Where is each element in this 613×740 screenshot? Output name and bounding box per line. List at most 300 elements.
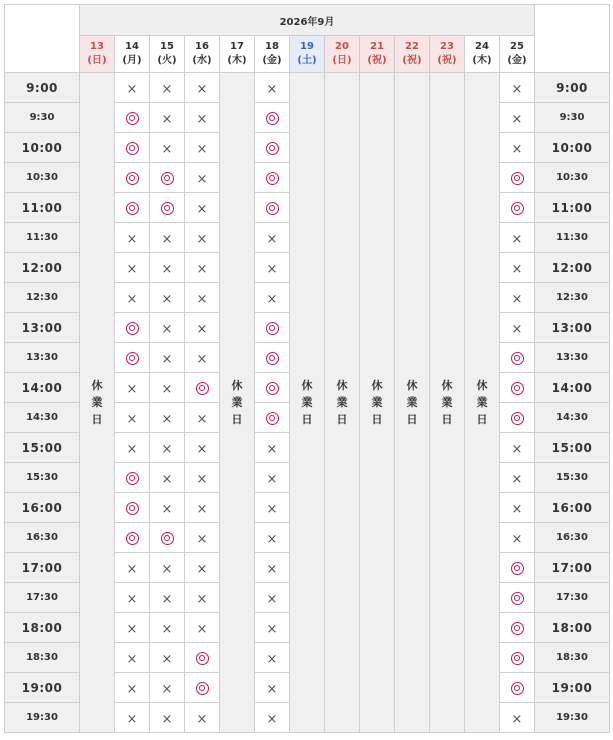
unavailable-slot xyxy=(255,73,290,103)
unavailable-slot xyxy=(255,583,290,613)
cross-icon: × xyxy=(126,412,138,427)
day-number: 19 xyxy=(300,41,314,52)
unavailable-slot xyxy=(255,523,290,553)
unavailable-slot xyxy=(185,163,220,193)
closed-day-cell xyxy=(80,73,115,733)
time-label-right: 13:30 xyxy=(535,343,610,373)
cross-icon: × xyxy=(161,442,173,457)
cross-icon: × xyxy=(196,472,208,487)
unavailable-slot xyxy=(255,643,290,673)
double-circle-icon[interactable] xyxy=(196,682,209,695)
cross-icon: × xyxy=(196,592,208,607)
double-circle-icon[interactable] xyxy=(511,652,524,665)
closed-char: 業 xyxy=(91,396,103,409)
cross-icon: × xyxy=(266,712,278,727)
cross-icon: × xyxy=(196,412,208,427)
cross-icon: × xyxy=(196,82,208,97)
day-header xyxy=(430,36,465,73)
available-slot[interactable] xyxy=(150,523,185,553)
unavailable-slot xyxy=(255,433,290,463)
closed-char: 業 xyxy=(231,396,243,409)
unavailable-slot xyxy=(185,343,220,373)
closed-day-label xyxy=(477,377,488,428)
day-of-week: (水) xyxy=(192,55,212,66)
double-circle-icon[interactable] xyxy=(511,592,524,605)
unavailable-slot xyxy=(115,703,150,733)
cross-icon: × xyxy=(266,652,278,667)
day-of-week: (日) xyxy=(332,55,352,66)
cross-icon: × xyxy=(126,682,138,697)
closed-char: 業 xyxy=(336,396,348,409)
unavailable-slot xyxy=(185,193,220,223)
time-label-right: 17:30 xyxy=(535,583,610,613)
cross-icon: × xyxy=(196,562,208,577)
time-label-right: 14:00 xyxy=(535,373,610,403)
cross-icon: × xyxy=(266,262,278,277)
unavailable-slot xyxy=(150,253,185,283)
unavailable-slot xyxy=(500,493,535,523)
unavailable-slot xyxy=(150,283,185,313)
closed-char: 日 xyxy=(441,413,453,426)
day-header xyxy=(150,36,185,73)
day-header xyxy=(395,36,430,73)
day-number: 18 xyxy=(265,41,279,52)
day-header xyxy=(325,36,360,73)
cross-icon: × xyxy=(266,682,278,697)
day-of-week: (祝) xyxy=(437,55,457,66)
cross-icon: × xyxy=(196,172,208,187)
unavailable-slot xyxy=(500,433,535,463)
cross-icon: × xyxy=(126,82,138,97)
day-header xyxy=(255,36,290,73)
time-label-right: 9:00 xyxy=(535,73,610,103)
day-of-week: (木) xyxy=(227,55,247,66)
time-label-right: 12:00 xyxy=(535,253,610,283)
time-label-right: 19:00 xyxy=(535,673,610,703)
available-slot[interactable] xyxy=(115,193,150,223)
double-circle-icon[interactable] xyxy=(266,382,279,395)
closed-char: 日 xyxy=(91,413,103,426)
available-slot[interactable] xyxy=(500,373,535,403)
available-slot[interactable] xyxy=(115,133,150,163)
cross-icon: × xyxy=(196,532,208,547)
time-label-left: 12:00 xyxy=(5,253,80,283)
double-circle-icon[interactable] xyxy=(266,112,279,125)
month-title: 2026年9月 xyxy=(80,5,535,36)
day-header xyxy=(80,36,115,73)
closed-day-label xyxy=(337,377,348,428)
closed-char: 日 xyxy=(231,413,243,426)
double-circle-icon[interactable] xyxy=(511,172,524,185)
cross-icon: × xyxy=(161,502,173,517)
unavailable-slot xyxy=(150,103,185,133)
cross-icon: × xyxy=(126,292,138,307)
closed-char: 休 xyxy=(441,379,453,392)
available-slot[interactable] xyxy=(185,373,220,403)
closed-day-label xyxy=(92,377,103,428)
time-label-left: 10:00 xyxy=(5,133,80,163)
unavailable-slot xyxy=(150,313,185,343)
day-of-week: (祝) xyxy=(367,55,387,66)
cross-icon: × xyxy=(266,292,278,307)
unavailable-slot xyxy=(185,613,220,643)
cross-icon: × xyxy=(196,232,208,247)
time-label-right: 14:30 xyxy=(535,403,610,433)
cross-icon: × xyxy=(266,442,278,457)
double-circle-icon[interactable] xyxy=(126,202,139,215)
cross-icon: × xyxy=(266,532,278,547)
closed-day-cell xyxy=(395,73,430,733)
time-label-right: 17:00 xyxy=(535,553,610,583)
unavailable-slot xyxy=(185,253,220,283)
unavailable-slot xyxy=(255,463,290,493)
available-slot[interactable] xyxy=(115,463,150,493)
closed-char: 業 xyxy=(301,396,313,409)
day-number: 16 xyxy=(195,41,209,52)
double-circle-icon[interactable] xyxy=(126,532,139,545)
cross-icon: × xyxy=(161,322,173,337)
closed-day-label xyxy=(232,377,243,428)
available-slot[interactable] xyxy=(255,103,290,133)
day-header xyxy=(115,36,150,73)
unavailable-slot xyxy=(500,283,535,313)
unavailable-slot xyxy=(185,223,220,253)
cross-icon: × xyxy=(161,382,173,397)
unavailable-slot xyxy=(500,313,535,343)
double-circle-icon[interactable] xyxy=(196,382,209,395)
time-label-left: 14:00 xyxy=(5,373,80,403)
available-slot[interactable] xyxy=(115,343,150,373)
unavailable-slot xyxy=(500,223,535,253)
available-slot[interactable] xyxy=(500,553,535,583)
unavailable-slot xyxy=(150,583,185,613)
cross-icon: × xyxy=(196,292,208,307)
time-label-right: 18:30 xyxy=(535,643,610,673)
time-label-left: 13:00 xyxy=(5,313,80,343)
unavailable-slot xyxy=(150,133,185,163)
available-slot[interactable] xyxy=(500,643,535,673)
time-label-left: 16:00 xyxy=(5,493,80,523)
cross-icon: × xyxy=(161,262,173,277)
double-circle-icon[interactable] xyxy=(266,352,279,365)
unavailable-slot xyxy=(115,373,150,403)
cross-icon: × xyxy=(196,142,208,157)
unavailable-slot xyxy=(115,253,150,283)
closed-day-label xyxy=(407,377,418,428)
cross-icon: × xyxy=(511,502,523,517)
unavailable-slot xyxy=(185,433,220,463)
time-label-left: 15:30 xyxy=(5,463,80,493)
time-label-left: 17:00 xyxy=(5,553,80,583)
cross-icon: × xyxy=(161,682,173,697)
available-slot[interactable] xyxy=(255,163,290,193)
closed-day-cell xyxy=(325,73,360,733)
available-slot[interactable] xyxy=(150,193,185,223)
unavailable-slot xyxy=(255,253,290,283)
cross-icon: × xyxy=(161,112,173,127)
cross-icon: × xyxy=(196,712,208,727)
closed-char: 業 xyxy=(406,396,418,409)
unavailable-slot xyxy=(115,403,150,433)
cross-icon: × xyxy=(126,232,138,247)
cross-icon: × xyxy=(161,652,173,667)
time-label-right: 11:00 xyxy=(535,193,610,223)
cross-icon: × xyxy=(126,652,138,667)
day-of-week: (月) xyxy=(122,55,142,66)
day-number: 17 xyxy=(230,41,244,52)
double-circle-icon[interactable] xyxy=(126,112,139,125)
unavailable-slot xyxy=(185,553,220,583)
available-slot[interactable] xyxy=(115,103,150,133)
double-circle-icon[interactable] xyxy=(511,202,524,215)
double-circle-icon[interactable] xyxy=(266,142,279,155)
cross-icon: × xyxy=(266,622,278,637)
closed-day-cell xyxy=(220,73,255,733)
cross-icon: × xyxy=(511,472,523,487)
unavailable-slot xyxy=(115,73,150,103)
unavailable-slot xyxy=(500,133,535,163)
cross-icon: × xyxy=(126,442,138,457)
cross-icon: × xyxy=(511,292,523,307)
closed-day-cell xyxy=(290,73,325,733)
time-label-right: 12:30 xyxy=(535,283,610,313)
double-circle-icon[interactable] xyxy=(266,412,279,425)
cross-icon: × xyxy=(266,502,278,517)
time-label-right: 15:30 xyxy=(535,463,610,493)
double-circle-icon[interactable] xyxy=(126,502,139,515)
closed-char: 日 xyxy=(476,413,488,426)
closed-char: 休 xyxy=(371,379,383,392)
double-circle-icon[interactable] xyxy=(126,142,139,155)
corner-right xyxy=(535,5,610,73)
unavailable-slot xyxy=(115,643,150,673)
day-of-week: (火) xyxy=(157,55,177,66)
day-of-week: (木) xyxy=(472,55,492,66)
cross-icon: × xyxy=(161,472,173,487)
cross-icon: × xyxy=(196,442,208,457)
time-label-left: 19:30 xyxy=(5,703,80,733)
cross-icon: × xyxy=(161,592,173,607)
unavailable-slot xyxy=(115,223,150,253)
time-row xyxy=(5,73,610,103)
double-circle-icon[interactable] xyxy=(126,352,139,365)
closed-char: 日 xyxy=(301,413,313,426)
cross-icon: × xyxy=(126,622,138,637)
day-header xyxy=(185,36,220,73)
time-label-left: 11:30 xyxy=(5,223,80,253)
cross-icon: × xyxy=(196,502,208,517)
day-number: 23 xyxy=(440,41,454,52)
unavailable-slot xyxy=(150,703,185,733)
available-slot[interactable] xyxy=(500,583,535,613)
double-circle-icon[interactable] xyxy=(126,322,139,335)
cross-icon: × xyxy=(161,142,173,157)
cross-icon: × xyxy=(511,322,523,337)
double-circle-icon[interactable] xyxy=(126,472,139,485)
cross-icon: × xyxy=(196,262,208,277)
available-slot[interactable] xyxy=(255,193,290,223)
double-circle-icon[interactable] xyxy=(266,172,279,185)
closed-day-cell xyxy=(360,73,395,733)
unavailable-slot xyxy=(150,403,185,433)
day-number: 24 xyxy=(475,41,489,52)
time-label-right: 19:30 xyxy=(535,703,610,733)
double-circle-icon[interactable] xyxy=(161,202,174,215)
available-slot[interactable] xyxy=(500,613,535,643)
time-label-left: 11:00 xyxy=(5,193,80,223)
unavailable-slot xyxy=(115,673,150,703)
time-label-left: 14:30 xyxy=(5,403,80,433)
unavailable-slot xyxy=(150,493,185,523)
unavailable-slot xyxy=(150,223,185,253)
available-slot[interactable] xyxy=(115,163,150,193)
unavailable-slot xyxy=(115,583,150,613)
double-circle-icon[interactable] xyxy=(511,352,524,365)
time-label-left: 12:30 xyxy=(5,283,80,313)
closed-char: 休 xyxy=(336,379,348,392)
day-number: 25 xyxy=(510,41,524,52)
day-number: 21 xyxy=(370,41,384,52)
time-label-left: 18:30 xyxy=(5,643,80,673)
time-label-right: 9:30 xyxy=(535,103,610,133)
cross-icon: × xyxy=(266,592,278,607)
corner-left xyxy=(5,5,80,73)
time-label-right: 18:00 xyxy=(535,613,610,643)
time-label-right: 10:30 xyxy=(535,163,610,193)
time-label-left: 13:30 xyxy=(5,343,80,373)
cross-icon: × xyxy=(266,232,278,247)
unavailable-slot xyxy=(150,463,185,493)
available-slot[interactable] xyxy=(500,193,535,223)
cross-icon: × xyxy=(196,322,208,337)
time-label-left: 16:30 xyxy=(5,523,80,553)
cross-icon: × xyxy=(126,712,138,727)
day-header xyxy=(465,36,500,73)
day-number: 22 xyxy=(405,41,419,52)
unavailable-slot xyxy=(150,433,185,463)
double-circle-icon[interactable] xyxy=(266,322,279,335)
closed-day-cell xyxy=(430,73,465,733)
unavailable-slot xyxy=(185,313,220,343)
closed-day-label xyxy=(372,377,383,428)
day-header xyxy=(500,36,535,73)
day-of-week: (金) xyxy=(507,55,527,66)
day-header xyxy=(290,36,325,73)
cross-icon: × xyxy=(511,442,523,457)
available-slot[interactable] xyxy=(500,163,535,193)
unavailable-slot xyxy=(150,73,185,103)
closed-char: 休 xyxy=(476,379,488,392)
cross-icon: × xyxy=(196,622,208,637)
double-circle-icon[interactable] xyxy=(511,622,524,635)
double-circle-icon[interactable] xyxy=(196,652,209,665)
cross-icon: × xyxy=(511,262,523,277)
double-circle-icon[interactable] xyxy=(126,172,139,185)
available-slot[interactable] xyxy=(255,403,290,433)
time-label-left: 18:00 xyxy=(5,613,80,643)
unavailable-slot xyxy=(185,73,220,103)
time-label-left: 17:30 xyxy=(5,583,80,613)
available-slot[interactable] xyxy=(500,403,535,433)
double-circle-icon[interactable] xyxy=(161,172,174,185)
cross-icon: × xyxy=(511,142,523,157)
closed-char: 日 xyxy=(371,413,383,426)
cross-icon: × xyxy=(266,562,278,577)
unavailable-slot xyxy=(185,523,220,553)
cross-icon: × xyxy=(511,532,523,547)
available-slot[interactable] xyxy=(500,673,535,703)
available-slot[interactable] xyxy=(255,133,290,163)
double-circle-icon[interactable] xyxy=(511,382,524,395)
cross-icon: × xyxy=(196,202,208,217)
unavailable-slot xyxy=(185,103,220,133)
available-slot[interactable] xyxy=(255,373,290,403)
day-number: 20 xyxy=(335,41,349,52)
double-circle-icon[interactable] xyxy=(511,682,524,695)
cross-icon: × xyxy=(161,412,173,427)
closed-day-label xyxy=(302,377,313,428)
closed-char: 休 xyxy=(406,379,418,392)
cross-icon: × xyxy=(196,112,208,127)
double-circle-icon[interactable] xyxy=(161,532,174,545)
available-slot[interactable] xyxy=(185,643,220,673)
available-slot[interactable] xyxy=(500,343,535,373)
closed-char: 休 xyxy=(91,379,103,392)
available-slot[interactable] xyxy=(150,163,185,193)
day-number: 15 xyxy=(160,41,174,52)
available-slot[interactable] xyxy=(115,493,150,523)
time-label-left: 9:00 xyxy=(5,73,80,103)
unavailable-slot xyxy=(255,553,290,583)
time-label-left: 9:30 xyxy=(5,103,80,133)
cross-icon: × xyxy=(161,292,173,307)
unavailable-slot xyxy=(255,493,290,523)
day-of-week: (祝) xyxy=(402,55,422,66)
unavailable-slot xyxy=(115,433,150,463)
cross-icon: × xyxy=(161,352,173,367)
available-slot[interactable] xyxy=(115,313,150,343)
cross-icon: × xyxy=(126,592,138,607)
unavailable-slot xyxy=(115,613,150,643)
double-circle-icon[interactable] xyxy=(266,202,279,215)
double-circle-icon[interactable] xyxy=(511,412,524,425)
cross-icon: × xyxy=(511,232,523,247)
cross-icon: × xyxy=(126,262,138,277)
available-slot[interactable] xyxy=(255,313,290,343)
unavailable-slot xyxy=(185,493,220,523)
double-circle-icon[interactable] xyxy=(511,562,524,575)
unavailable-slot xyxy=(255,613,290,643)
cross-icon: × xyxy=(266,82,278,97)
day-number: 14 xyxy=(125,41,139,52)
time-label-right: 16:30 xyxy=(535,523,610,553)
available-slot[interactable] xyxy=(255,343,290,373)
closed-char: 業 xyxy=(476,396,488,409)
unavailable-slot xyxy=(255,223,290,253)
cross-icon: × xyxy=(126,382,138,397)
cross-icon: × xyxy=(161,82,173,97)
unavailable-slot xyxy=(150,613,185,643)
time-label-left: 10:30 xyxy=(5,163,80,193)
day-of-week: (金) xyxy=(262,55,282,66)
unavailable-slot xyxy=(500,73,535,103)
cross-icon: × xyxy=(266,472,278,487)
unavailable-slot xyxy=(150,553,185,583)
available-slot[interactable] xyxy=(115,523,150,553)
available-slot[interactable] xyxy=(185,673,220,703)
day-number: 13 xyxy=(90,41,104,52)
closed-char: 日 xyxy=(406,413,418,426)
